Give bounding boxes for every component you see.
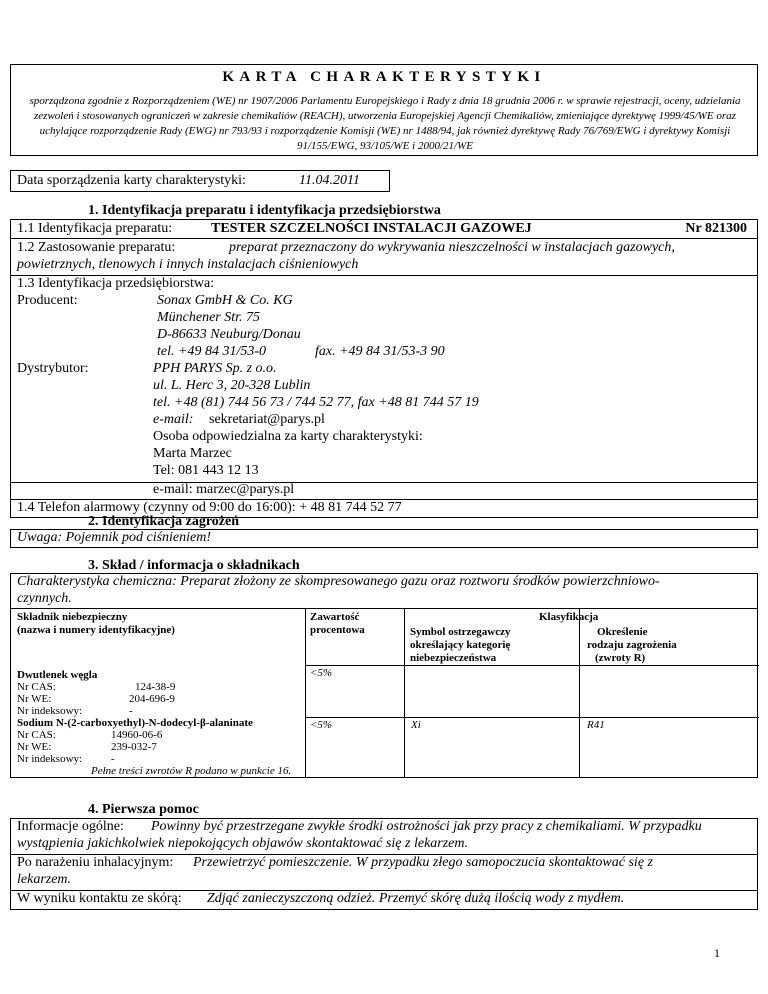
composition-table [10, 608, 758, 778]
producer-name: Sonax GmbH & Co. KG [157, 293, 293, 308]
row-rule [305, 717, 759, 718]
ingredient-2-symbol: Xi [411, 719, 421, 731]
col2-header-1: Zawartość [310, 611, 360, 623]
section-2-row [10, 529, 758, 548]
ingredient-2-name: Sodium N-(2-carboxyethyl)-N-dodecyl-β-alaninate [17, 717, 253, 729]
producer-tel: tel. +49 84 31/53-0 [157, 344, 266, 359]
document-title: KARTA CHARAKTERYSTYKI [222, 69, 546, 85]
row-1-1 [10, 219, 758, 239]
emergency-phone: 1.4 Telefon alarmowy (czynny od 9:00 do 16:00): + 48 81 744 52 77 [17, 500, 402, 515]
distributor-email[interactable]: sekretariat@parys.pl [209, 412, 325, 427]
producer-fax: fax. +49 84 31/53-3 90 [315, 344, 445, 359]
ingredient-1-cas-label: Nr CAS: [17, 681, 56, 693]
col1-header-1: Składnik niebezpieczny [17, 611, 128, 623]
r11-label: 1.1 Identyfikacja preparatu: [17, 221, 173, 236]
classification-header: Klasyfikacja [539, 611, 599, 623]
date-value: 11.04.2011 [299, 173, 360, 188]
producer-label: Producent: [17, 293, 78, 308]
ingredient-2-we: 239-032-7 [111, 741, 157, 753]
date-box [10, 170, 390, 192]
contact-email[interactable]: e-mail: marzec@parys.pl [153, 482, 295, 497]
ingredient-2-cas-label: Nr CAS: [17, 729, 56, 741]
distributor-label: Dystrybutor: [17, 361, 89, 376]
r12-text-1: preparat przeznaczony do wykrywania nieszczelności w instalacjach gazowych, [229, 240, 675, 255]
general-text-2: wystąpienia jakichkolwiek niepokojących objawów skontaktować się z lekarzem. [17, 836, 469, 851]
char-line-2: czynnych. [17, 591, 72, 606]
section-4-title: 4. Pierwsza pomoc [88, 802, 199, 817]
col4-header-3: (zwroty R) [595, 652, 646, 664]
first-aid-skin [10, 890, 758, 910]
col4-header-1: Określenie [597, 626, 648, 638]
col-divider-3 [579, 609, 580, 777]
distributor-street: ul. L. Herc 3, 20-328 Lublin [153, 378, 311, 393]
col-divider-1 [305, 609, 306, 777]
header-rule [305, 665, 759, 666]
distributor-phone: tel. +48 (81) 744 56 73 / 744 52 77, fax +48 81 744 57 19 [153, 395, 479, 410]
distributor-email-label: e-mail: [153, 412, 194, 427]
ingredient-2-idx: - [111, 753, 115, 765]
col-divider-2 [404, 609, 405, 777]
product-name: TESTER SZCZELNOŚCI INSTALACJI GAZOWEJ [211, 221, 532, 236]
section-1-title: 1. Identyfikacja preparatu i identyfikacja przedsiębiorstwa [88, 203, 441, 218]
col4-header-2: rodzaju zagrożenia [587, 639, 677, 651]
ingredient-2-we-label: Nr WE: [17, 741, 52, 753]
col3-header-2: określający kategorię [410, 639, 511, 651]
r-phrases-note: Pełne treści zwrotów R podano w punkcie 16. [91, 765, 292, 777]
first-aid-general [10, 818, 758, 855]
col1-header-2: (nazwa i numery identyfikacyjne) [17, 624, 175, 636]
ingredient-1-pct: <5% [310, 667, 333, 679]
contact-tel: Tel: 081 443 12 13 [153, 463, 259, 478]
ingredient-1-cas: 124-38-9 [135, 681, 176, 693]
section-3-title: 3. Skład / informacja o składnikach [88, 558, 300, 573]
producer-street: Münchener Str. 75 [157, 310, 261, 325]
row-1-3 [10, 275, 758, 483]
ingredient-1-name: Dwutlenek węgla [17, 669, 98, 681]
ingredient-2-rphrase: R41 [587, 719, 605, 731]
ingredient-2-idx-label: Nr indeksowy: [17, 753, 83, 765]
ingredient-1-idx-label: Nr indeksowy: [17, 705, 83, 717]
distributor-name: PPH PARYS Sp. z o.o. [153, 361, 277, 376]
first-aid-inhalation [10, 854, 758, 891]
r13-label: 1.3 Identyfikacja przedsiębiorstwa: [17, 276, 215, 291]
ingredient-2-pct: <5% [310, 719, 333, 731]
col3-header-3: niebezpieczeństwa [410, 652, 497, 664]
contact-heading: Osoba odpowiedzialna za karty charakterystyki: [153, 429, 423, 444]
general-text-1: Powinny być przestrzegane zwykłe środki ostrożności jak przy pracy z chemikaliami. W przypadku [151, 819, 702, 834]
regulation-subtitle: sporządzona zgodnie z Rozporządzeniem (WE) nr 1907/2006 Parlamentu Europejskiego i Rady z dnia 18 grudnia 2006 r. w sprawie rejestracji, oceny, udzielania zezwoleń i stosowanych ograniczeń w zakresie chemikaliów (REACH), utworzenia Europejskiej Agencji Chemikaliów, zmieniające dyrektywę 1999/45/WE oraz uchylające rozporządzenie Rady (EWG) nr 793/93 i rozporządzenie Komisji (WE) nr 1488/94, jak również dyrektywę Rady 76/769/EWG i dyrektywy Komisji 91/155/EWG, 93/105/WE i 2000/21/WE [29, 95, 741, 152]
chemical-characteristics-row [10, 573, 758, 609]
contact-name: Marta Marzec [153, 446, 232, 461]
r12-text-2: powietrznych, tlenowych i innych instalacjach ciśnieniowych [17, 257, 359, 272]
hazard-warning: Uwaga: Pojemnik pod ciśnieniem! [17, 530, 212, 545]
skin-text: Zdjąć zanieczyszczoną odzież. Przemyć skórę dużą ilością wody z mydłem. [207, 891, 625, 906]
row-1-2 [10, 238, 758, 276]
inhalation-label: Po narażeniu inhalacyjnym: [17, 855, 174, 870]
ingredient-2-cas: 14960-06-6 [111, 729, 163, 741]
product-number: Nr 821300 [685, 221, 747, 236]
inhalation-text-2: lekarzem. [17, 872, 72, 887]
ingredient-1-we-label: Nr WE: [17, 693, 52, 705]
ingredient-1-idx: - [129, 705, 133, 717]
producer-city: D-86633 Neuburg/Donau [157, 327, 301, 342]
page-number: 1 [714, 946, 720, 960]
col3-header-1: Symbol ostrzegawczy [410, 626, 511, 638]
header-box [10, 64, 758, 156]
ingredient-1-we: 204-696-9 [129, 693, 175, 705]
col2-header-2: procentowa [310, 624, 365, 636]
char-line-1: Charakterystyka chemiczna: Preparat złożony ze skompresowanego gazu oraz roztworu środków powierzchniowo- [17, 574, 660, 589]
date-label: Data sporządzenia karty charakterystyki: [17, 173, 246, 188]
section-2-title: 2. Identyfikacja zagrożeń [88, 514, 239, 529]
inhalation-text-1: Przewietrzyć pomieszczenie. W przypadku złego samopoczucia skontaktować się z [193, 855, 653, 870]
r12-label: 1.2 Zastosowanie preparatu: [17, 240, 176, 255]
general-label: Informacje ogólne: [17, 819, 124, 834]
skin-label: W wyniku kontaktu ze skórą: [17, 891, 182, 906]
